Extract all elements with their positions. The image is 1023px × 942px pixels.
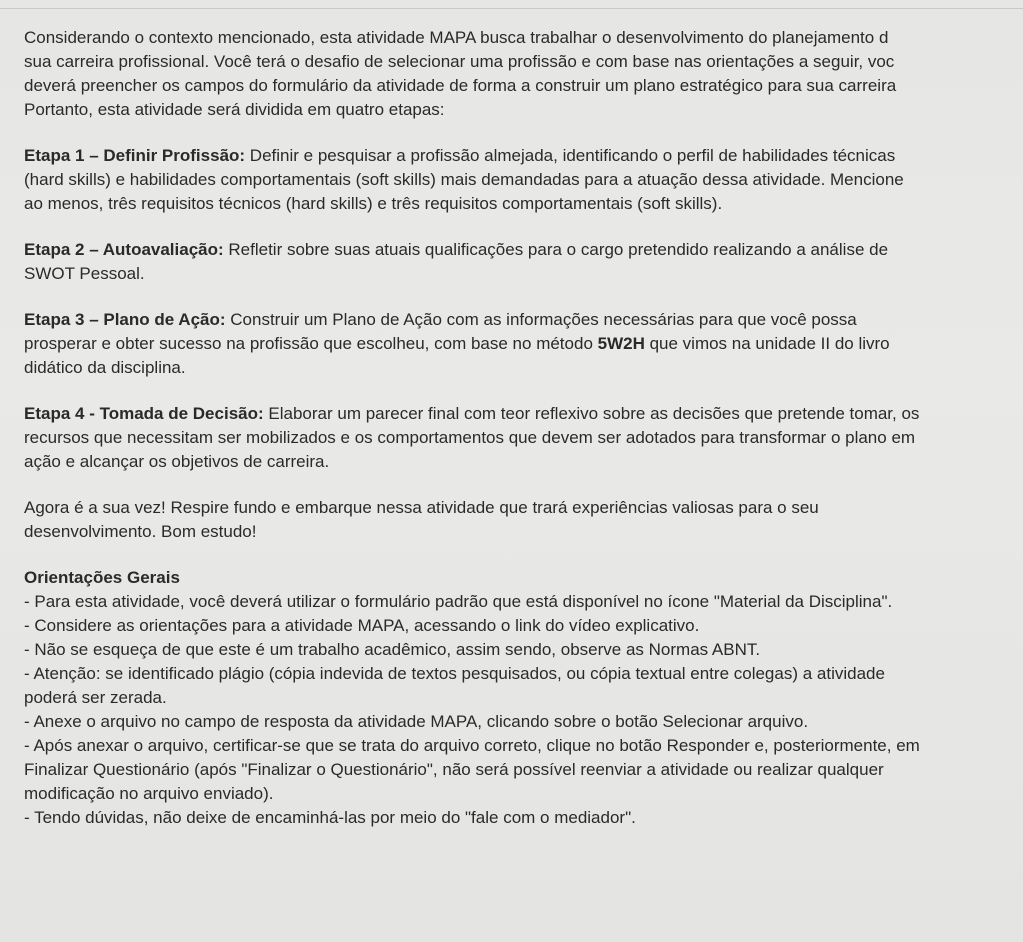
intro-paragraph <box>0 26 1023 122</box>
etapa-2-heading: Etapa 2 – Autoavaliação: <box>24 240 224 259</box>
etapa-4-heading: Etapa 4 - Tomada de Decisão: <box>24 404 264 423</box>
intro-line: sua carreira profissional. Você terá o desafio de selecionar uma profissão e com base nas orientações a seguir, voc <box>24 52 895 71</box>
etapa-3-text: Construir um Plano de Ação com as informações necessárias para que você possa <box>225 310 857 329</box>
etapa-1-line: ao menos, três requisitos técnicos (hard skills) e três requisitos comportamentais (soft skills). <box>24 194 723 213</box>
etapa-1-text: Definir e pesquisar a profissão almejada, identificando o perfil de habilidades técnicas <box>245 146 896 165</box>
etapa-1-line <box>24 144 1023 168</box>
etapa-2-line: SWOT Pessoal. <box>24 264 145 283</box>
orientacao-item-continuation: modificação no arquivo enviado). <box>24 784 274 803</box>
orientacao-item-continuation: Finalizar Questionário (após "Finalizar o Questionário", não será possível reenviar a atividade ou realizar qualquer <box>24 760 884 779</box>
etapa-2-paragraph <box>0 238 1023 286</box>
etapa-4-line: recursos que necessitam ser mobilizados e os comportamentos que devem ser adotados para transformar o plano em <box>24 428 916 447</box>
etapa-1-heading: Etapa 1 – Definir Profissão: <box>24 146 246 165</box>
top-divider <box>0 8 1023 9</box>
orientacoes-title: Orientações Gerais <box>24 568 180 587</box>
etapa-1-line: (hard skills) e habilidades comportamentais (soft skills) mais demandadas para a atuação dessa atividade. Mencione <box>24 170 904 189</box>
method-5w2h: 5W2H <box>597 334 645 353</box>
etapa-3-text: que vimos na unidade II do livro <box>644 334 890 353</box>
etapa-3-line <box>24 308 1023 332</box>
orientacao-item: - Após anexar o arquivo, certificar-se que se trata do arquivo correto, clique no botão Responder e, posteriormente, em <box>24 736 920 755</box>
etapa-4-line <box>24 402 1023 426</box>
etapa-4-text: Elaborar um parecer final com teor reflexivo sobre as decisões que pretende tomar, os <box>263 404 920 423</box>
intro-line: Portanto, esta atividade será dividida em quatro etapas: <box>24 100 445 119</box>
intro-line: Considerando o contexto mencionado, esta atividade MAPA busca trabalhar o desenvolvimento do planejamento d <box>24 28 889 47</box>
orientacao-item: - Não se esqueça de que este é um trabalho acadêmico, assim sendo, observe as Normas ABNT. <box>24 640 761 659</box>
intro-line: deverá preencher os campos do formulário da atividade de forma a construir um plano estratégico para sua carreira <box>24 76 897 95</box>
etapa-3-line: didático da disciplina. <box>24 358 186 377</box>
orientacao-item: - Para esta atividade, você deverá utilizar o formulário padrão que está disponível no ícone "Material da Disciplina". <box>24 592 893 611</box>
orientacao-item: - Tendo dúvidas, não deixe de encaminhá-las por meio do "fale com o mediador". <box>24 808 636 827</box>
closing-line: Agora é a sua vez! Respire fundo e embarque nessa atividade que trará experiências valiosas para o seu <box>24 498 819 517</box>
closing-paragraph <box>0 496 1023 544</box>
etapa-2-text: Refletir sobre suas atuais qualificações para o cargo pretendido realizando a análise de <box>223 240 889 259</box>
etapa-3-heading: Etapa 3 – Plano de Ação: <box>24 310 226 329</box>
etapa-3-paragraph <box>0 308 1023 380</box>
orientacao-item: - Atenção: se identificado plágio (cópia indevida de textos pesquisados, ou cópia textual entre colegas) a atividade <box>24 664 885 683</box>
etapa-3-text: prosperar e obter sucesso na profissão que escolheu, com base no método <box>24 334 598 353</box>
orientacao-item: - Anexe o arquivo no campo de resposta da atividade MAPA, clicando sobre o botão Selecionar arquivo. <box>24 712 809 731</box>
orientacao-item-continuation: poderá ser zerada. <box>24 688 167 707</box>
etapa-4-paragraph <box>0 402 1023 474</box>
closing-line: desenvolvimento. Bom estudo! <box>24 522 257 541</box>
etapa-3-line <box>24 332 1023 356</box>
orientacao-item: - Considere as orientações para a atividade MAPA, acessando o link do vídeo explicativo. <box>24 616 700 635</box>
etapa-1-paragraph <box>0 144 1023 216</box>
etapa-4-line: ação e alcançar os objetivos de carreira. <box>24 452 330 471</box>
activity-document <box>0 26 1023 942</box>
orientacoes-gerais-section <box>0 566 1023 830</box>
etapa-2-line <box>24 238 1023 262</box>
